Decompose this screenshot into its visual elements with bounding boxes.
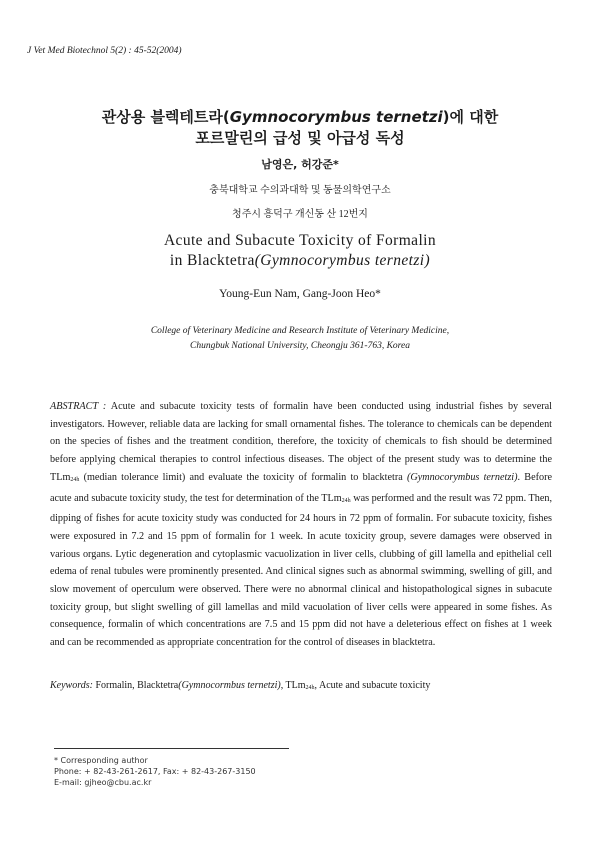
english-title-line2: [0, 252, 600, 270]
abstract-text-4: was performed and the result was 72 ppm. Then, dipping of fishes for acute toxicity study was conducted for 24 hours in 72 ppm of formalin. For subacute toxicity, fishes were exposured in 7.2 and 15 ppm of formalin for 1 week. In acute toxicity group, severe damages were observed in various organs. Lytic degeneration and cytoplasmic vacuolization in liver cells, clubbing of gill lamella and epithelial cell edema of renal tubules were prominently presented. And clinical signes such as abnormal swimming, swelling of gill, and slow movement of operculum were observed. There were no abnormal clinical and histopathological signes in subacute toxicity group, but slight swelling of gill lamellas and mild vacuolation of liver cells were appeared in some fishes. As consequence, formalin of which concentrations are 7.5 and 15 ppm did not have a deleterious effect on fishes at 1 week and can be recommended as appropriate concentration for the control of diseases in blacktetra.: [50, 492, 553, 649]
keywords-text-2: , TLm: [280, 680, 306, 691]
keywords-sub: 24h: [305, 685, 315, 691]
keywords-label: Keywords:: [50, 680, 93, 691]
korean-affiliation-2: 청주시 흥덕구 개신동 산 12번지: [232, 209, 368, 220]
abstract-paragraph: [50, 398, 552, 652]
abstract-species: (Gymnocorymbus ternetzi): [406, 471, 518, 483]
abstract-text-1: Acute and subacute toxicity tests of formalin have been conducted using industrial fishes by several investigators. However, reliable data are lacking for small ornamental fishes. The tolerance to chemicals can be dependent on the species of fishes and the treatment condition, therefore, the toxicity of chemicals to fish should be determined before applying chemical therapies to control infectious diseases. The object of the present study was to determine the TLm: [50, 401, 552, 483]
abstract-text-3: . Before acute and subacute toxicity study, the test for determination of the TLm: [50, 471, 552, 504]
abstract-sub-2: 24h: [341, 497, 351, 504]
korean-title-post: )에 대한: [442, 108, 499, 126]
english-title-line1: Acute and Subacute Toxicity of Formalin: [163, 232, 437, 249]
korean-title-line1: [0, 106, 600, 127]
korean-authors: 남영은, 허강준*: [261, 158, 339, 171]
english-affiliation-1: College of Veterinary Medicine and Research Institute of Veterinary Medicine,: [150, 326, 450, 336]
english-authors: Young-Eun Nam, Gang-Joon Heo*: [219, 288, 381, 300]
keywords-text-1: Formalin, Blacktetra: [92, 680, 179, 691]
keywords-text-3: , Acute and subacute toxicity: [314, 680, 431, 691]
english-affiliation-2: Chungbuk National University, Cheongju 361-763, Korea: [190, 341, 410, 351]
abstract-label: ABSTRACT :: [50, 401, 107, 412]
keywords-line: [50, 680, 552, 691]
footnote-phone-fax: Phone: + 82-43-261-2617, Fax: + 82-43-267-3150: [54, 767, 256, 776]
korean-title-line2: 포르말린의 급성 및 아급성 독성: [195, 129, 405, 147]
abstract-text-2: (median tolerance limit) and evaluate the toxicity of formalin to blacktetra: [79, 471, 407, 483]
footnote-divider: [54, 748, 289, 749]
english-title-pre: in Blacktetra: [169, 252, 255, 269]
korean-title-pre: 관상용 블렉테트라(: [101, 108, 230, 126]
keywords-species: (Gymnocormbus ternetzi): [178, 680, 281, 691]
korean-title-species: Gymnocorymbus ternetzi: [229, 108, 443, 126]
korean-affiliation-1: 충북대학교 수의과대학 및 동물의학연구소: [209, 185, 391, 196]
english-title-species: (Gymnocorymbus ternetzi): [254, 252, 431, 269]
journal-citation: J Vet Med Biotechnol 5(2) : 45-52(2004): [27, 46, 182, 56]
footnote-email: E-mail: gjheo@cbu.ac.kr: [54, 778, 152, 787]
footnote-corresponding: * Corresponding author: [54, 756, 148, 765]
abstract-sub-1: 24h: [70, 476, 80, 483]
